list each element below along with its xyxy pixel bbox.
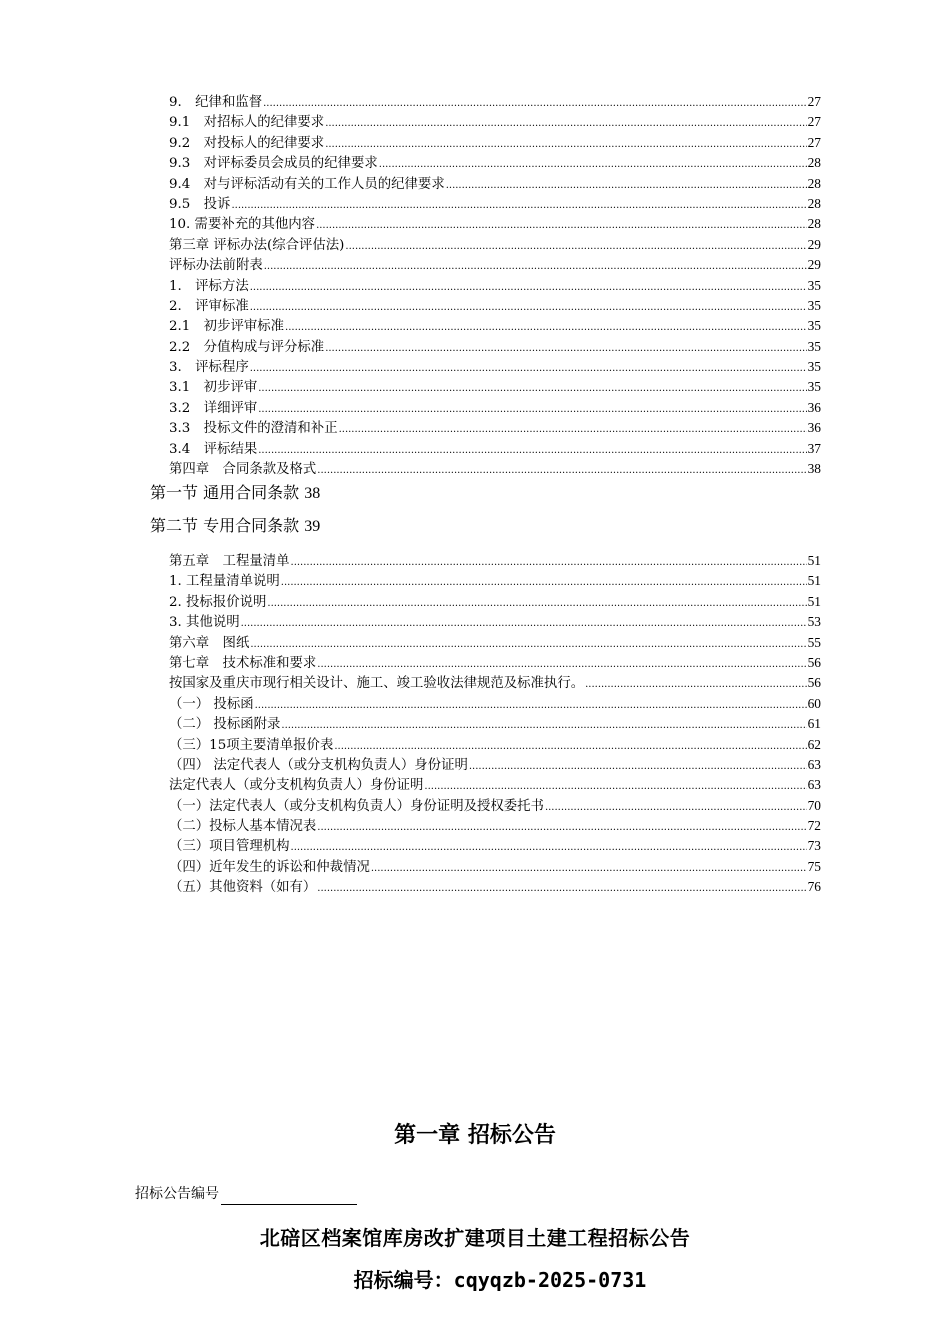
toc-row-title: （三）15项主要清单报价表 [169,737,334,753]
chapter-title: 第一章 招标公告 [394,1123,556,1148]
section-page: 38 [304,485,321,502]
project-title: 北碚区档案馆库房改扩建项目土建工程招标公告 [259,1226,691,1250]
toc-row[interactable] [169,592,821,612]
toc-row-title: 3. 评标程序 [169,360,249,376]
toc-row-title: （一） 投标函 [169,696,254,712]
toc-leader [250,635,806,655]
toc-row-title: （一）法定代表人（或分支机构负责人）身份证明及授权委托书 [169,798,544,814]
toc-row-page: 38 [807,461,821,477]
toc-row-title: 3.2 详细评审 [169,400,258,416]
toc-leader [325,114,806,134]
toc-row[interactable] [169,612,821,632]
toc-row-page: 51 [807,593,821,609]
toc-list-part1 [169,92,821,479]
toc-row-page: 29 [807,236,821,252]
toc-leader [325,339,806,359]
toc-row[interactable] [169,755,821,775]
toc-leader [424,777,806,797]
toc-row[interactable] [169,673,821,693]
toc-row-title: 3.4 评标结果 [169,441,258,457]
toc-row[interactable] [169,418,821,438]
toc-row-title: 2.1 初步评审标准 [169,319,285,335]
toc-row-page: 35 [807,297,821,313]
toc-leader [317,818,806,838]
toc-row-title: 按国家及重庆市现行相关设计、施工、竣工验收法律规范及标准执行。 [169,676,585,692]
toc-leader [317,655,806,675]
toc-row[interactable] [169,112,821,132]
toc-row-title: 1. 评标方法 [169,278,249,294]
toc-leader [250,298,807,318]
toc-row[interactable] [169,235,821,255]
toc-leader [317,879,806,899]
toc-row-title: 第七章 技术标准和要求 [169,655,317,671]
toc-row-title: （四） 法定代表人（或分支机构负责人）身份证明 [169,757,468,773]
toc-row-title: 第六章 图纸 [169,635,250,651]
toc-row-page: 35 [807,359,821,375]
toc-row-page: 35 [807,277,821,293]
toc-leader [446,176,807,196]
toc-row-title: 9. 纪律和监督 [169,95,263,110]
bid-code-label: 招标编号： [353,1268,454,1292]
toc-row-title: 9.1 对招标人的纪律要求 [169,115,325,131]
toc-row-page: 63 [807,777,821,793]
toc-row[interactable] [169,276,821,296]
toc-row-title: 第四章 合同条款及格式 [169,462,317,478]
toc-row-title: 3.1 初步评审 [169,380,258,396]
toc-leader [258,400,806,420]
toc-row-page: 36 [807,420,821,436]
toc-row[interactable] [169,174,821,194]
toc-row-title: 2.2 分值构成与评分标准 [169,339,325,355]
toc-row-page: 28 [807,175,821,191]
toc-row-page: 55 [807,634,821,650]
toc-row[interactable] [169,133,821,153]
toc-row[interactable] [169,551,821,571]
toc-row[interactable] [169,153,821,173]
toc-row-title: 第三章 评标办法(综合评估法) [169,237,345,253]
toc-row-title: 10. 需要补充的其他内容 [169,217,316,233]
toc-leader [585,675,807,695]
toc-row-title: 3.3 投标文件的澄清和补正 [169,421,338,437]
toc-row[interactable] [169,255,821,275]
toc-row-page: 27 [807,94,821,109]
bid-code-line [0,1264,950,1296]
toc-leader [285,318,807,338]
toc-row-title: （四）近年发生的诉讼和仲裁情况 [169,859,370,875]
toc-row-page: 73 [807,838,821,854]
toc-leader [241,614,807,634]
toc-row-page: 56 [807,654,821,670]
toc-leader [316,216,807,236]
toc-row-page: 61 [807,716,821,732]
toc-row-title: （二） 投标函附录 [169,717,281,733]
toc-row-page: 75 [807,858,821,874]
toc-leader [469,757,807,777]
section-title: 第一节 通用合同条款 [150,483,305,502]
toc-leader [231,196,806,216]
toc-row[interactable] [169,653,821,673]
toc-row[interactable] [169,439,821,459]
toc-row[interactable] [169,816,821,836]
toc-row-page: 28 [807,155,821,171]
toc-leader [371,859,807,879]
toc-leader [317,461,806,481]
toc-row-title: （二）投标人基本情况表 [169,819,317,835]
toc-leader [545,798,807,818]
toc-leader [255,696,807,716]
toc-row[interactable] [169,296,821,316]
toc-row-page: 63 [807,756,821,772]
toc-leader [250,359,807,379]
toc-leader [258,379,806,399]
toc-row[interactable] [169,775,821,795]
toc-row-title: 2. 投标报价说明 [169,594,267,610]
toc-row-page: 56 [807,675,821,691]
toc-leader [250,278,807,298]
toc-row-title: （五）其他资料（如有） [169,880,317,896]
notice-number-blank[interactable] [221,1188,357,1205]
toc-row-page: 36 [807,399,821,415]
toc-row-title: （三）项目管理机构 [169,839,290,855]
toc-row-page: 53 [807,614,821,630]
toc-leader [291,553,807,573]
toc-row-page: 37 [807,440,821,456]
toc-row-page: 72 [807,818,821,834]
toc-row-page: 27 [807,134,821,150]
toc-row[interactable] [169,194,821,214]
section-heading-special-terms[interactable] [150,515,320,538]
toc-row-page: 27 [807,114,821,130]
toc-row-page: 51 [807,553,821,568]
toc-row-title: 评标办法前附表 [169,258,263,274]
section-page: 39 [304,518,321,535]
toc-leader [325,135,806,155]
toc-row-title: 第五章 工程量清单 [169,554,290,569]
toc-row-title: 2. 评审标准 [169,298,249,314]
toc-leader [379,155,807,175]
toc-row-page: 60 [807,695,821,711]
toc-leader [339,420,807,440]
toc-row[interactable] [169,357,821,377]
toc-row[interactable] [169,735,821,755]
toc-row-page: 35 [807,338,821,354]
toc-list-part2 [169,551,821,898]
toc-row-page: 28 [807,216,821,232]
toc-leader [281,573,807,593]
toc-row[interactable] [169,92,821,112]
toc-leader [263,94,806,114]
toc-row-page: 62 [807,736,821,752]
toc-row-page: 70 [807,797,821,813]
toc-leader [264,257,807,277]
toc-row[interactable] [169,214,821,234]
toc-row[interactable] [169,459,821,479]
toc-row[interactable] [169,571,821,591]
toc-row-title: 法定代表人（或分支机构负责人）身份证明 [169,778,424,794]
section-heading-general-terms[interactable] [150,482,320,505]
toc-row-page: 35 [807,318,821,334]
toc-row-page: 29 [807,257,821,273]
toc-leader [258,441,806,461]
toc-row-title: 9.3 对评标委员会成员的纪律要求 [169,156,378,172]
toc-row-title: 9.5 投诉 [169,196,231,212]
notice-number-label: 招标公告编号 [135,1186,219,1202]
toc-leader [334,737,806,757]
toc-row[interactable] [169,694,821,714]
toc-leader [291,838,807,858]
toc-row-title: 9.4 对与评标活动有关的工作人员的纪律要求 [169,176,445,192]
bid-code-value: cqyqzb-2025-0731 [453,1268,647,1292]
toc-row[interactable] [169,877,821,897]
toc-row[interactable] [169,633,821,653]
toc-row-page: 35 [807,379,821,395]
toc-leader [267,594,806,614]
toc-row[interactable] [169,857,821,877]
section-title: 第二节 专用合同条款 [150,516,305,535]
toc-row-page: 76 [807,879,821,895]
toc-row[interactable] [169,337,821,357]
toc-row[interactable] [169,398,821,418]
toc-row[interactable] [169,796,821,816]
toc-row[interactable] [169,836,821,856]
toc-row[interactable] [169,714,821,734]
notice-number-line [135,1183,357,1205]
toc-leader [345,237,806,257]
toc-row[interactable] [169,377,821,397]
toc-row[interactable] [169,316,821,336]
toc-row-title: 3. 其他说明 [169,615,240,631]
toc-leader [281,716,806,736]
toc-row-page: 28 [807,195,821,211]
toc-row-page: 51 [807,573,821,589]
toc-row-title: 9.2 对投标人的纪律要求 [169,135,325,151]
toc-row-title: 1. 工程量清单说明 [169,574,280,590]
